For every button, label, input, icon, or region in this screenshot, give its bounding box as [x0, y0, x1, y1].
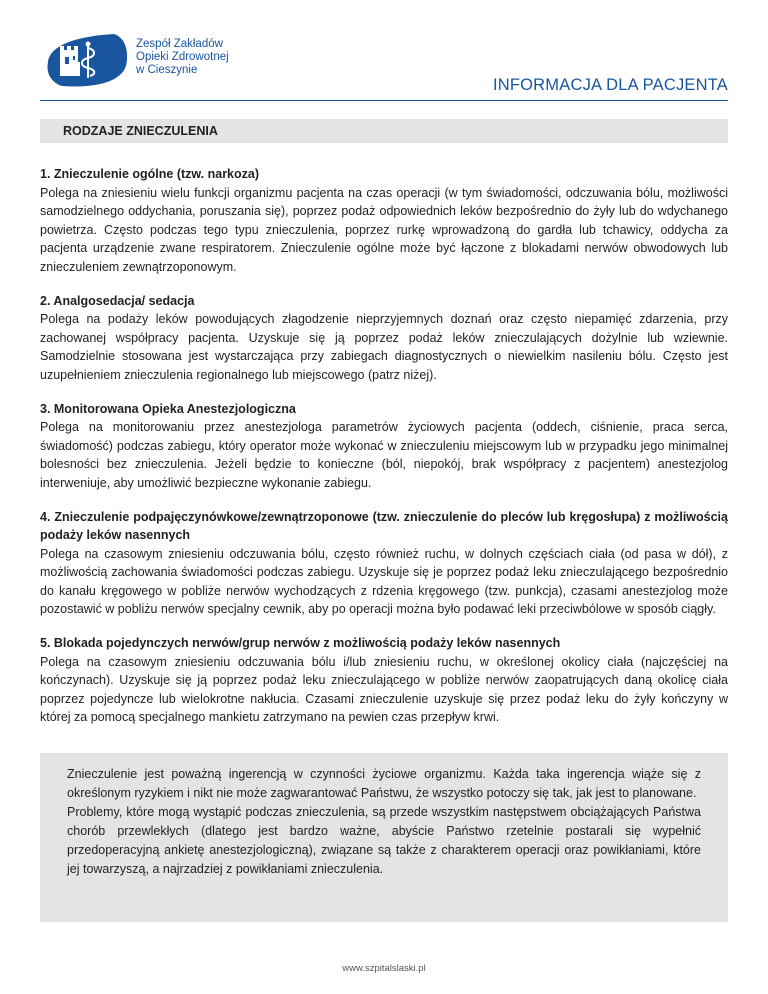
section-spinal-epidural	[40, 508, 728, 620]
section-heading: 2. Analgosedacja/ sedacja	[40, 293, 195, 308]
org-line: w Cieszynie	[136, 64, 198, 76]
section-body: Polega na monitorowaniu przez anestezjologa parametrów życiowych pacjenta (oddech, ciśnienie, praca serca, świadomość) podczas zabiegu, który operator może wykonać w znieczuleniu miejscowym lub w przypadku jego minimalnej bolesności bez znieczulenia. Jeżeli będzie to konieczne (ból, niepokój, brak współpracy z pacjentem) anestezjolog interweniuje, aby umożliwić bezpieczne wykonanie zabiegu.	[40, 420, 728, 490]
org-line: Zespół Zakładów	[136, 38, 223, 50]
section-nerve-block	[40, 634, 728, 727]
section-title: RODZAJE ZNIECZULENIA	[63, 124, 218, 138]
org-line: Opieki Zdrowotnej	[136, 51, 229, 63]
document-title: INFORMACJA DLA PACJENTA	[492, 76, 728, 94]
hospital-logo	[40, 32, 130, 88]
section-body: Polega na zniesieniu wielu funkcji organizmu pacjenta na czas operacji (w tym świadomości, odczuwania bólu, możliwości samodzielnego oddychania, poruszania się), poprzez podaż odpowiednich leków bezpośrednio do żyły lub do wdychanego powietrza. Często podczas tego typu znieczulenia, poprzez rurkę wprowadzoną do gardła lub tchawicy, oddycha za pacjenta urządzenie zwane respiratorem. Znieczulenie ogólne może być łączone z blokadami nerwów obwodowych lub znieczuleniem zewnątrzoponowym.	[40, 185, 728, 274]
header-divider	[40, 100, 728, 101]
section-heading: 1. Znieczulenie ogólne (tzw. narkoza)	[40, 167, 260, 181]
content	[40, 165, 728, 742]
notice-box	[40, 753, 728, 922]
section-body: Polega na podaży leków powodujących złagodzenie nieprzyjemnych doznań oraz często niepamięć zdarzenia, przy zachowanej współpracy pacjenta. Uzyskuje się ją poprzez podaż leków znieczulających dożylnie lub wziewnie. Samodzielnie stosowana jest wystarczająca przy zabiegach diagnostycznych o niewielkim nasileniu bólu. Często jest uzupełnieniem znieczulenia regionalnego lub miejscowego (patrz niżej).	[40, 312, 728, 382]
section-analgosedation	[40, 292, 728, 385]
section-body: Polega na czasowym zniesieniu odczuwania bólu i/lub zniesieniu ruchu, w określonej okolicy ciała (najczęściej na kończynach). Uzyskuje się ją poprzez podaż leku znieczulającego w pobliże nerwów zaopatrujących daną okolicę ciała poprzez pojedyncze lub wielokrotne nakłucia. Czasami znieczulenie uzyskuje się przez podaż leku do żyły kończyny w której za pomocą specjalnego mankietu zatrzymano na pewien czas przepływ krwi.	[40, 654, 728, 725]
section-monitored-care	[40, 400, 728, 493]
organization-name	[136, 38, 229, 77]
section-heading: 5. Blokada pojedynczych nerwów/grup nerwów z możliwością podaży leków nasennych	[40, 636, 561, 651]
footer-url: www.szpitalslaski.pl	[342, 963, 426, 974]
section-body: Polega na czasowym zniesieniu odczuwania bólu, często również ruchu, w dolnych częściach ciała (od pasa w dół), z możliwością zachowania świadomości podczas zabiegu. Uzyskuje się je poprzez podaż leku znieczulającego bezpośrednio do kanału kręgowego w pobliże nerwów wychodzących z rdzenia kręgowego (tzw. punkcja), czasami anestezjolog może pozostawić w pobliżu nerwów specjalny cewnik, aby po operacji można było podawać leki przeciwbólowe w sposób ciągły.	[40, 546, 728, 617]
section-heading: 4. Znieczulenie podpajęczynówkowe/zewnątrzoponowe (tzw. znieczulenie do pleców lub kręgosłupa) z możliwością podaży leków nasennych	[40, 509, 728, 543]
notice-paragraph: Problemy, które mogą wystąpić podczas znieczulenia, są przede wszystkim następstwem obciążających Państwa chorób przewlekłych (dlatego jest bardzo ważne, abyście Państwo rzetelnie postarali się wypełnić przedoperacyjną ankietę anestezjologiczną), związane są także z charakterem operacji oraz powikłaniami, które jej towarzyszą, a najrzadziej z powikłaniami znieczulenia.	[67, 805, 701, 876]
notice-paragraph: Znieczulenie jest poważną ingerencją w czynności życiowe organizmu. Każda taka ingerencja wiąże się z określonym ryzykiem i nikt nie może zagwarantować Państwu, że wszystko potoczy się tak, jak jest to planowane.	[67, 767, 701, 800]
section-title-bar	[40, 119, 728, 143]
section-general-anesthesia	[40, 165, 728, 277]
section-heading: 3. Monitorowana Opieka Anestezjologiczna	[40, 401, 296, 416]
